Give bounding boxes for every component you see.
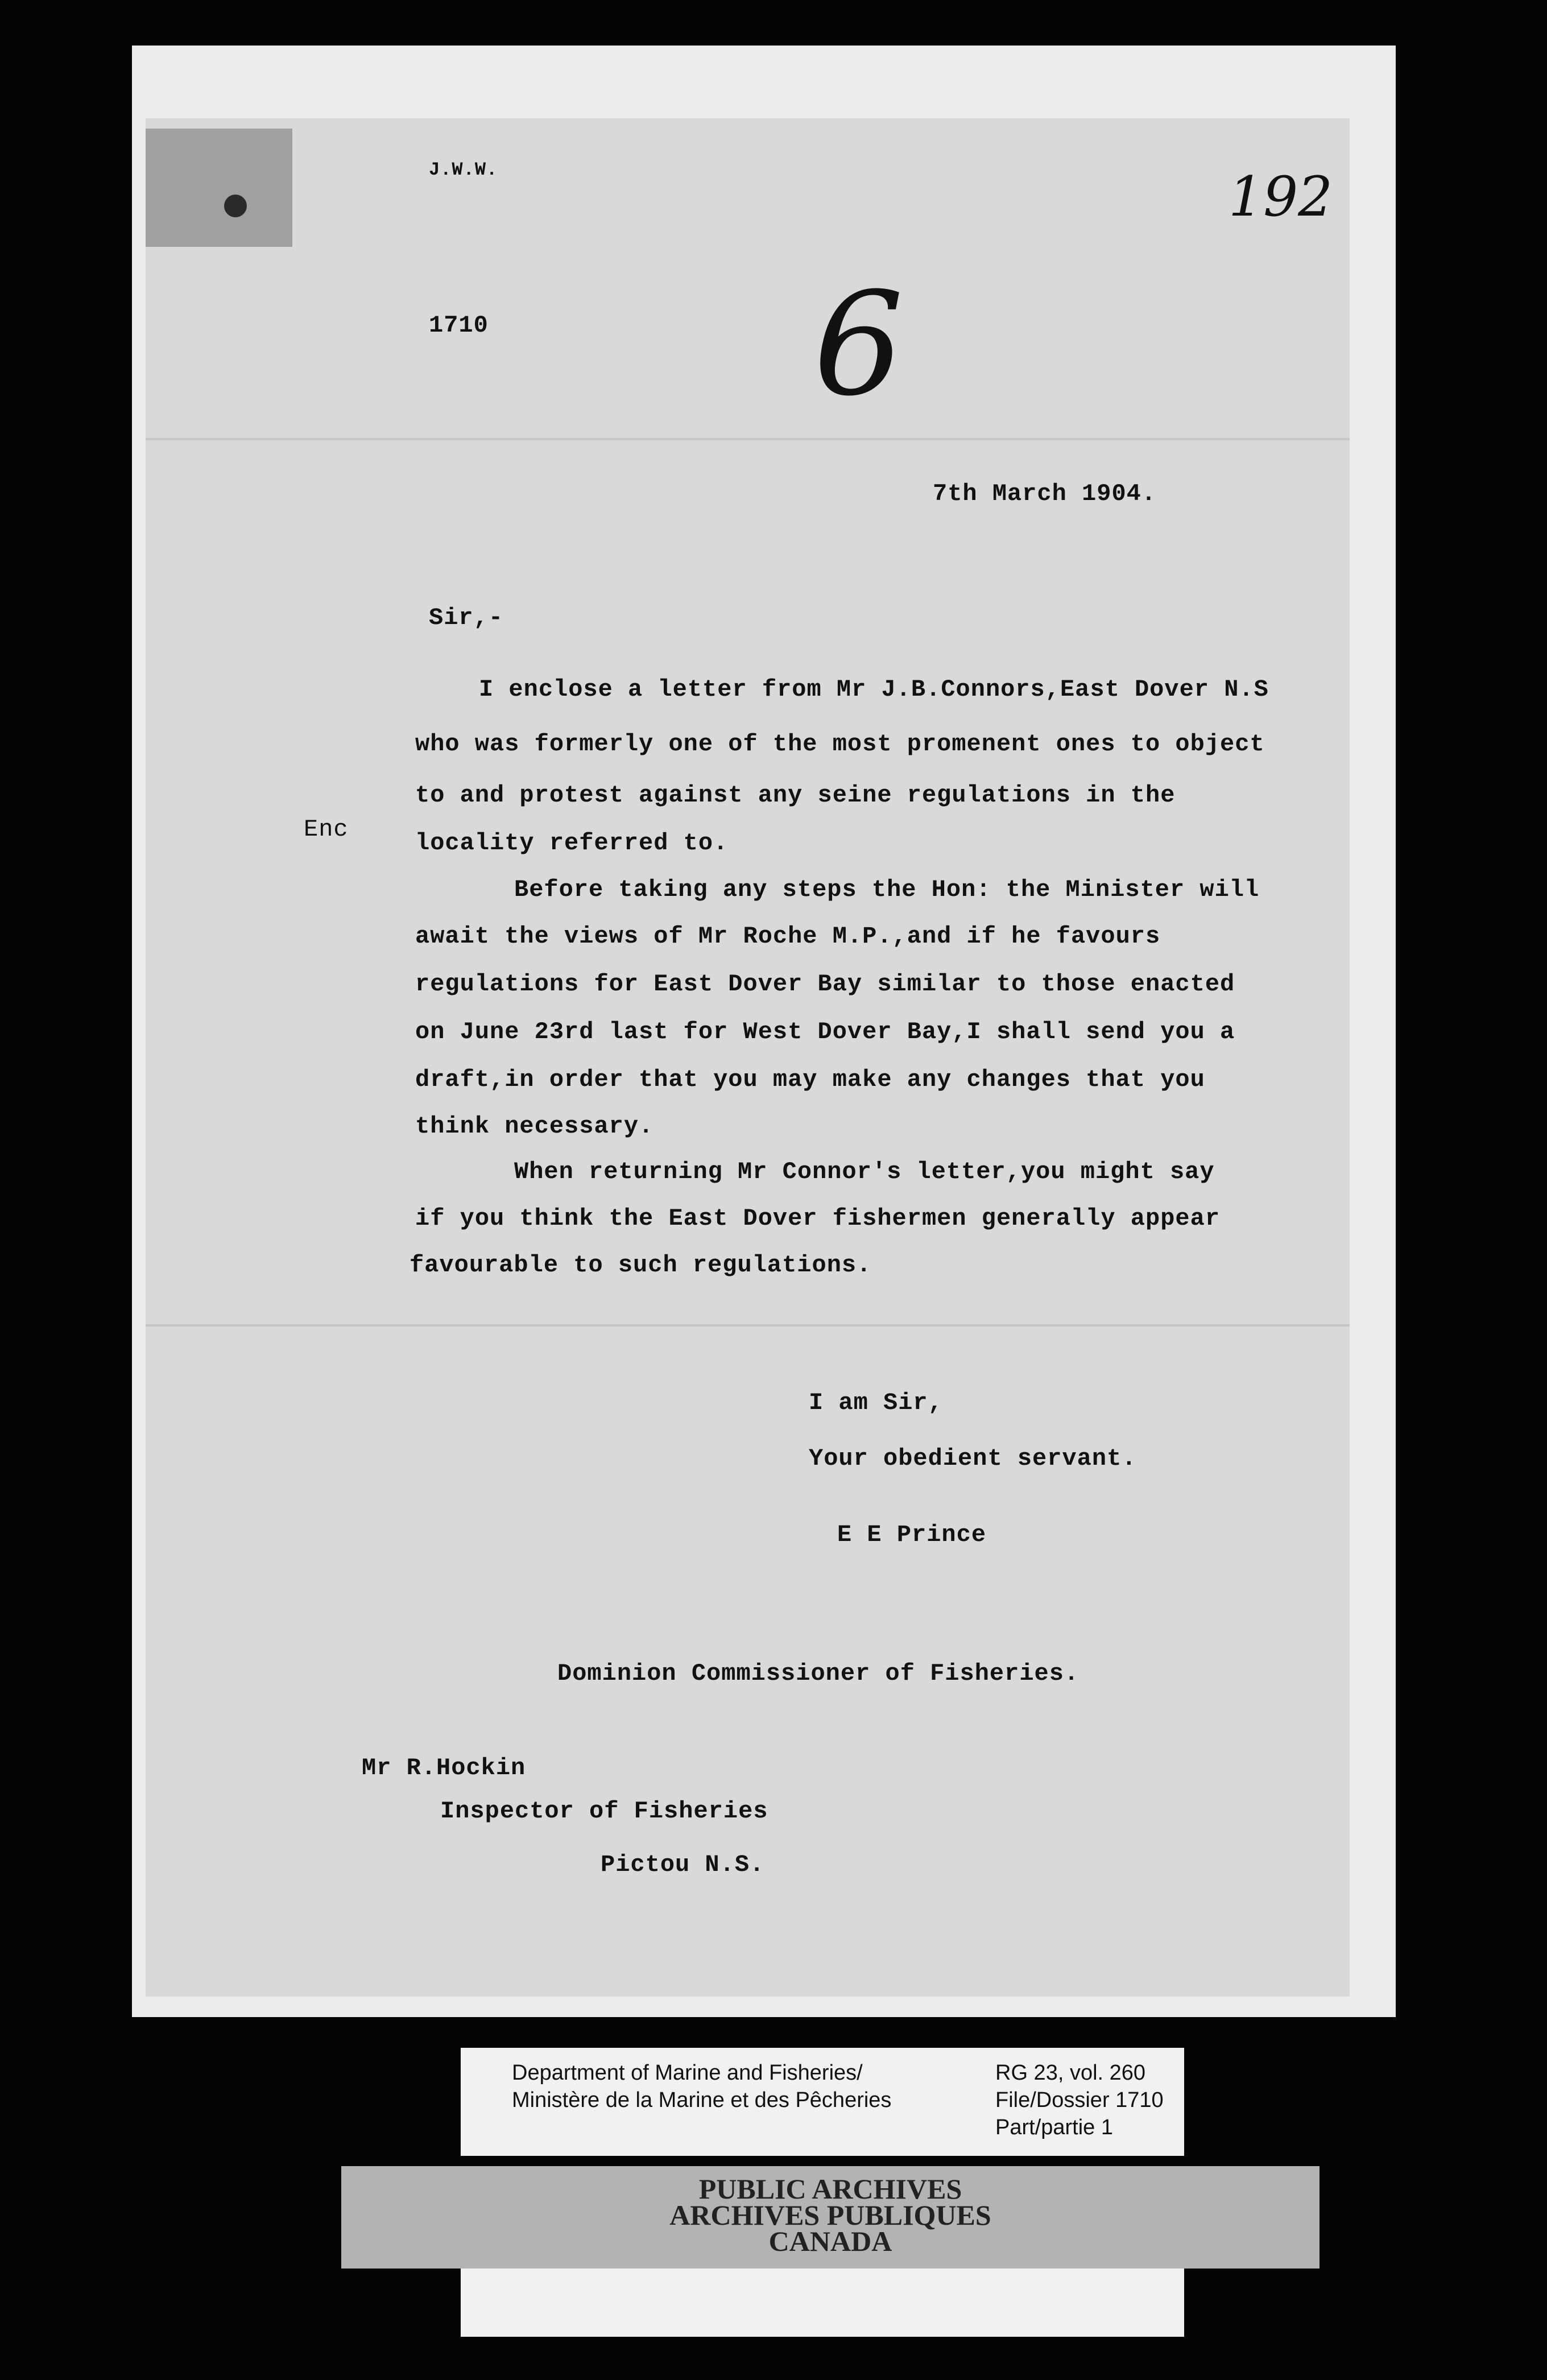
punch-hole-icon — [224, 195, 247, 217]
handwritten-page-number: 192 — [1228, 165, 1333, 229]
initials: J.W.W. — [429, 159, 498, 180]
body-line: who was formerly one of the most promenent ones to object — [415, 730, 1265, 758]
sender-title: Dominion Commissioner of Fisheries. — [557, 1660, 1079, 1687]
stamp-line: ARCHIVES PUBLIQUES — [669, 2199, 991, 2231]
part: Part/partie 1 — [995, 2115, 1113, 2139]
file-dossier: File/Dossier 1710 — [995, 2088, 1164, 2112]
closing-line: I am Sir, — [809, 1389, 943, 1416]
body-line: if you think the East Dover fishermen generally appear — [415, 1205, 1221, 1232]
body-line: Before taking any steps the Hon: the Minister will — [514, 876, 1260, 903]
body-line: I enclose a letter from Mr J.B.Connors,East Dover N.S — [479, 676, 1269, 703]
body-line: to and protest against any seine regulations in the — [415, 782, 1176, 809]
body-line: think necessary. — [415, 1113, 654, 1140]
letter-page — [146, 118, 1350, 1997]
signature: E E Prince — [837, 1521, 987, 1548]
recipient-name: Mr R.Hockin — [362, 1754, 526, 1782]
body-line: regulations for East Dover Bay similar to those enacted — [415, 970, 1235, 998]
body-line: draft,in order that you may make any changes that you — [415, 1066, 1205, 1093]
body-line: When returning Mr Connor's letter,you might say — [514, 1158, 1215, 1185]
label-bottom-strip — [461, 2269, 1184, 2337]
recipient-location: Pictou N.S. — [601, 1851, 765, 1878]
file-number: 1710 — [429, 312, 489, 339]
archive-label-department — [512, 2059, 891, 2114]
body-line: locality referred to. — [415, 829, 729, 857]
archives-stamp-text — [341, 2173, 1320, 2257]
salutation: Sir,- — [429, 604, 504, 631]
department-english: Department of Marine and Fisheries/ — [512, 2061, 863, 2085]
handwritten-mark: 6 — [813, 262, 904, 427]
fold-line — [146, 438, 1350, 440]
body-line: on June 23rd last for West Dover Bay,I shall send you a — [415, 1018, 1235, 1046]
record-group: RG 23, vol. 260 — [995, 2061, 1146, 2085]
margin-note: Enc — [304, 816, 349, 843]
archive-label-reference — [995, 2059, 1164, 2141]
closing-line: Your obedient servant. — [809, 1445, 1137, 1472]
fold-line — [146, 1324, 1350, 1327]
stamp-line: CANADA — [768, 2225, 892, 2257]
department-french: Ministère de la Marine et des Pêcheries — [512, 2088, 892, 2112]
body-line: favourable to such regulations. — [410, 1251, 872, 1279]
corner-patch — [146, 129, 292, 247]
body-line: await the views of Mr Roche M.P.,and if he favours — [415, 923, 1161, 950]
letter-date: 7th March 1904. — [933, 480, 1157, 507]
stamp-line: PUBLIC ARCHIVES — [698, 2173, 962, 2205]
recipient-title: Inspector of Fisheries — [440, 1798, 768, 1825]
